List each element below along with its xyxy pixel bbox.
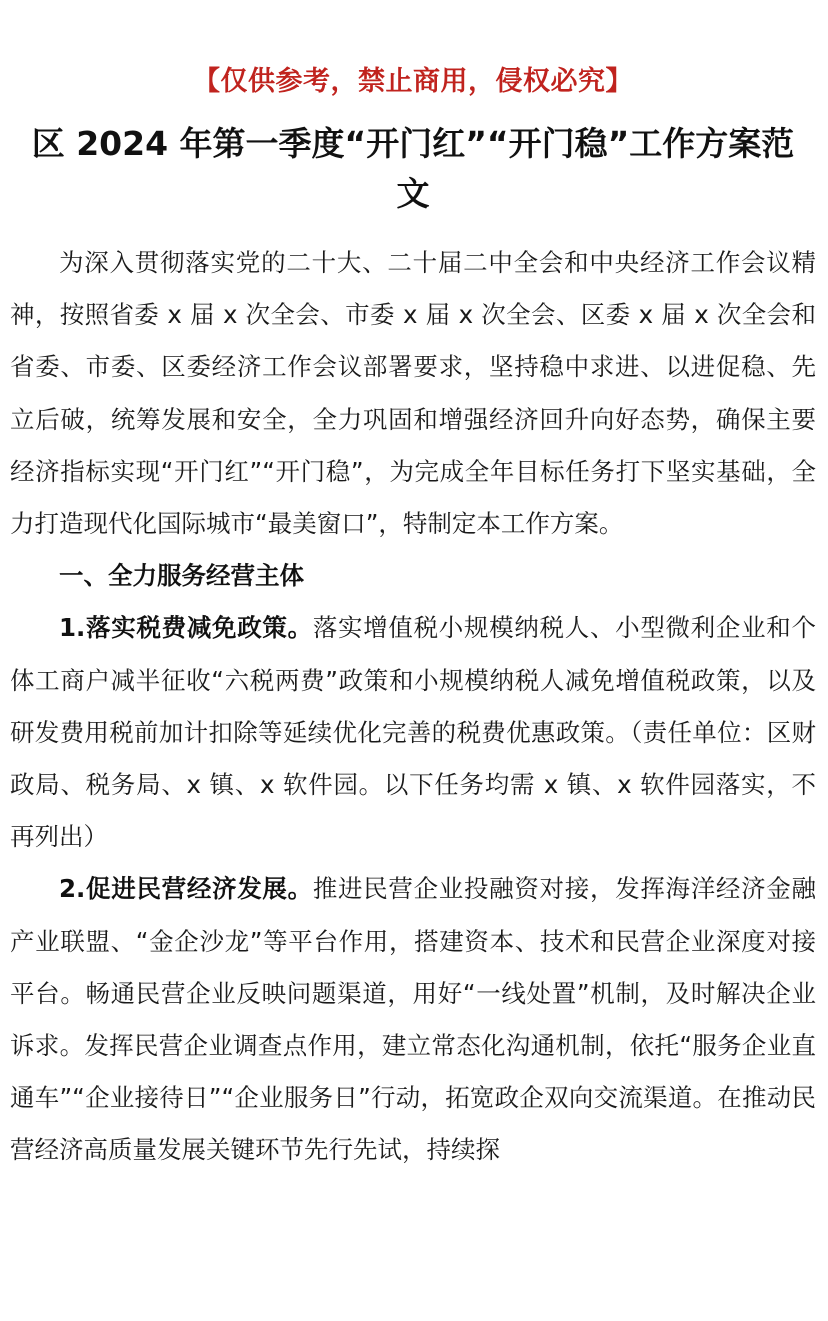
section-heading-1: 一、全力服务经营主体	[59, 561, 304, 591]
item-lead-2: 2.促进民营经济发展。	[59, 874, 313, 904]
item-text-2: 推进民营企业投融资对接，发挥海洋经济金融产业联盟、“金企沙龙”等平台作用，搭建资本、技术和民营企业深度对接平台。畅通民营企业反映问题渠道，用好“一线处置”机制，及时解决企业诉求。发挥民营企业调查点作用，建立常态化沟通机制，依托“服务企业直通车”“企业接待日”“企业服务日”行动，拓宽政企双向交流渠道。在推动民营经济高质量发展关键环节先行先试，持续探	[10, 874, 817, 1165]
copyright-notice: 【仅供参考，禁止商用，侵权必究】	[193, 66, 633, 97]
item-text-1: 落实增值税小规模纳税人、小型微利企业和个体工商户减半征收“六税两费”政策和小规模纳税人减免增值税政策，以及研发费用税前加计扣除等延续优化完善的税费优惠政策。（责任单位：区财政局、税务局、x 镇、x 软件园。以下任务均需 x 镇、x 软件园落实，不再列出）	[10, 613, 817, 852]
intro-paragraph: 为深入贯彻落实党的二十大、二十届二中全会和中央经济工作会议精神，按照省委 x 届 x 次全会、市委 x 届 x 次全会、区委 x 届 x 次全会和省委、市委、区委经济工作会议部署要求，坚持稳中求进、以进促稳、先立后破，统筹发展和安全，全力巩固和增强经济回升向好态势，确保主要经济指标实现“开门红”“开门稳”，为完成全年目标任务打下坚实基础，全力打造现代化国际城市“最美窗口”，特制定本工作方案。	[10, 248, 816, 539]
document-title: 区 2024 年第一季度“开门红”“开门稳”工作方案范文	[31, 124, 795, 213]
item-paragraph-1	[10, 602, 816, 863]
item-lead-1: 1.落实税费减免政策。	[59, 613, 313, 643]
item-paragraph-2	[10, 863, 816, 1176]
